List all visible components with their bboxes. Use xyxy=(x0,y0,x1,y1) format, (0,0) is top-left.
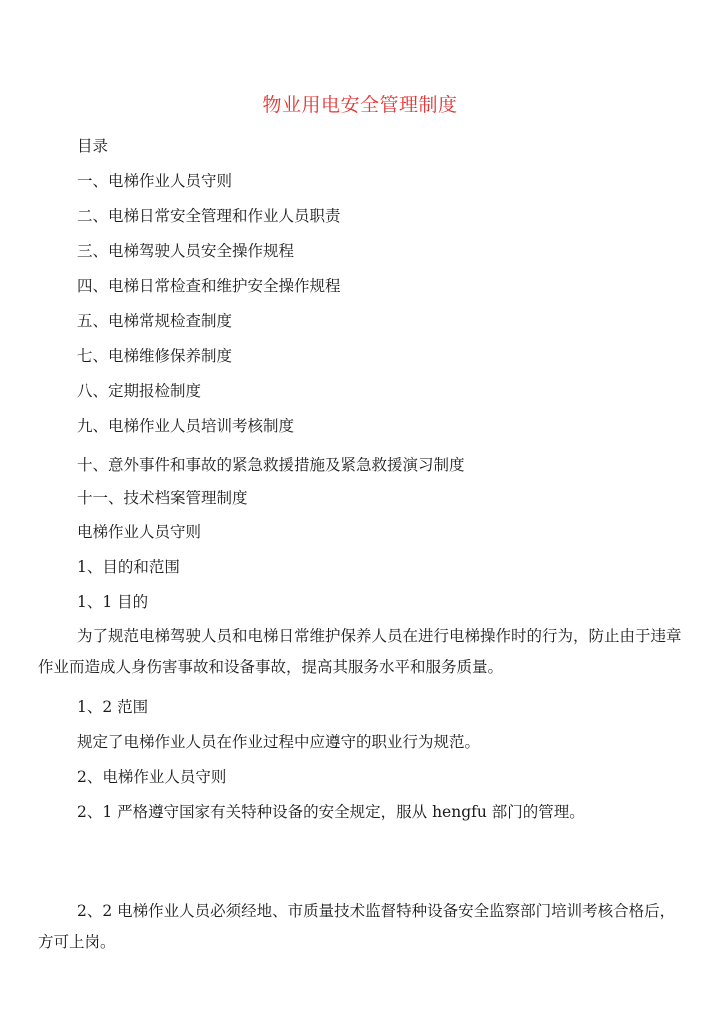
section-title: 电梯作业人员守则 xyxy=(77,523,202,541)
heading-purpose-scope: 1、目的和范围 xyxy=(77,558,180,576)
toc-item: 十、意外事件和事故的紧急救援措施及紧急救援演习制度 xyxy=(77,456,465,474)
toc-item: 二、电梯日常安全管理和作业人员职责 xyxy=(77,207,341,225)
heading-scope: 1、2 范围 xyxy=(77,698,149,716)
toc-item: 九、电梯作业人员培训考核制度 xyxy=(77,417,295,435)
paragraph-rule-2-1: 2、1 严格遵守国家有关特种设备的安全规定，服从 hengfu 部门的管理。 xyxy=(77,803,585,821)
heading-purpose: 1、1 目的 xyxy=(77,593,149,611)
document-title: 物业用电安全管理制度 xyxy=(262,94,458,116)
toc-item: 一、电梯作业人员守则 xyxy=(77,172,233,190)
toc-item: 三、电梯驾驶人员安全操作规程 xyxy=(77,242,295,260)
toc-heading: 目录 xyxy=(77,137,109,155)
paragraph-purpose: 为了规范电梯驾驶人员和电梯日常维护保养人员在进行电梯操作时的行为，防止由于违章作业而造成人身伤害事故和设备事故，提高其服务水平和服务质量。 xyxy=(38,627,682,676)
toc-item: 五、电梯常规检查制度 xyxy=(77,312,233,330)
toc-item: 四、电梯日常检查和维护安全操作规程 xyxy=(77,277,341,295)
toc-item: 七、电梯维修保养制度 xyxy=(77,347,233,365)
paragraph-scope: 规定了电梯作业人员在作业过程中应遵守的职业行为规范。 xyxy=(77,733,481,751)
toc-item: 八、定期报检制度 xyxy=(77,382,202,400)
toc-item: 十一、技术档案管理制度 xyxy=(77,489,248,507)
paragraph-rule-2-2: 2、2 电梯作业人员必须经地、市质量技术监督特种设备安全监察部门培训考核合格后，方可上岗。 xyxy=(38,902,676,951)
heading-rules: 2、电梯作业人员守则 xyxy=(77,768,227,786)
